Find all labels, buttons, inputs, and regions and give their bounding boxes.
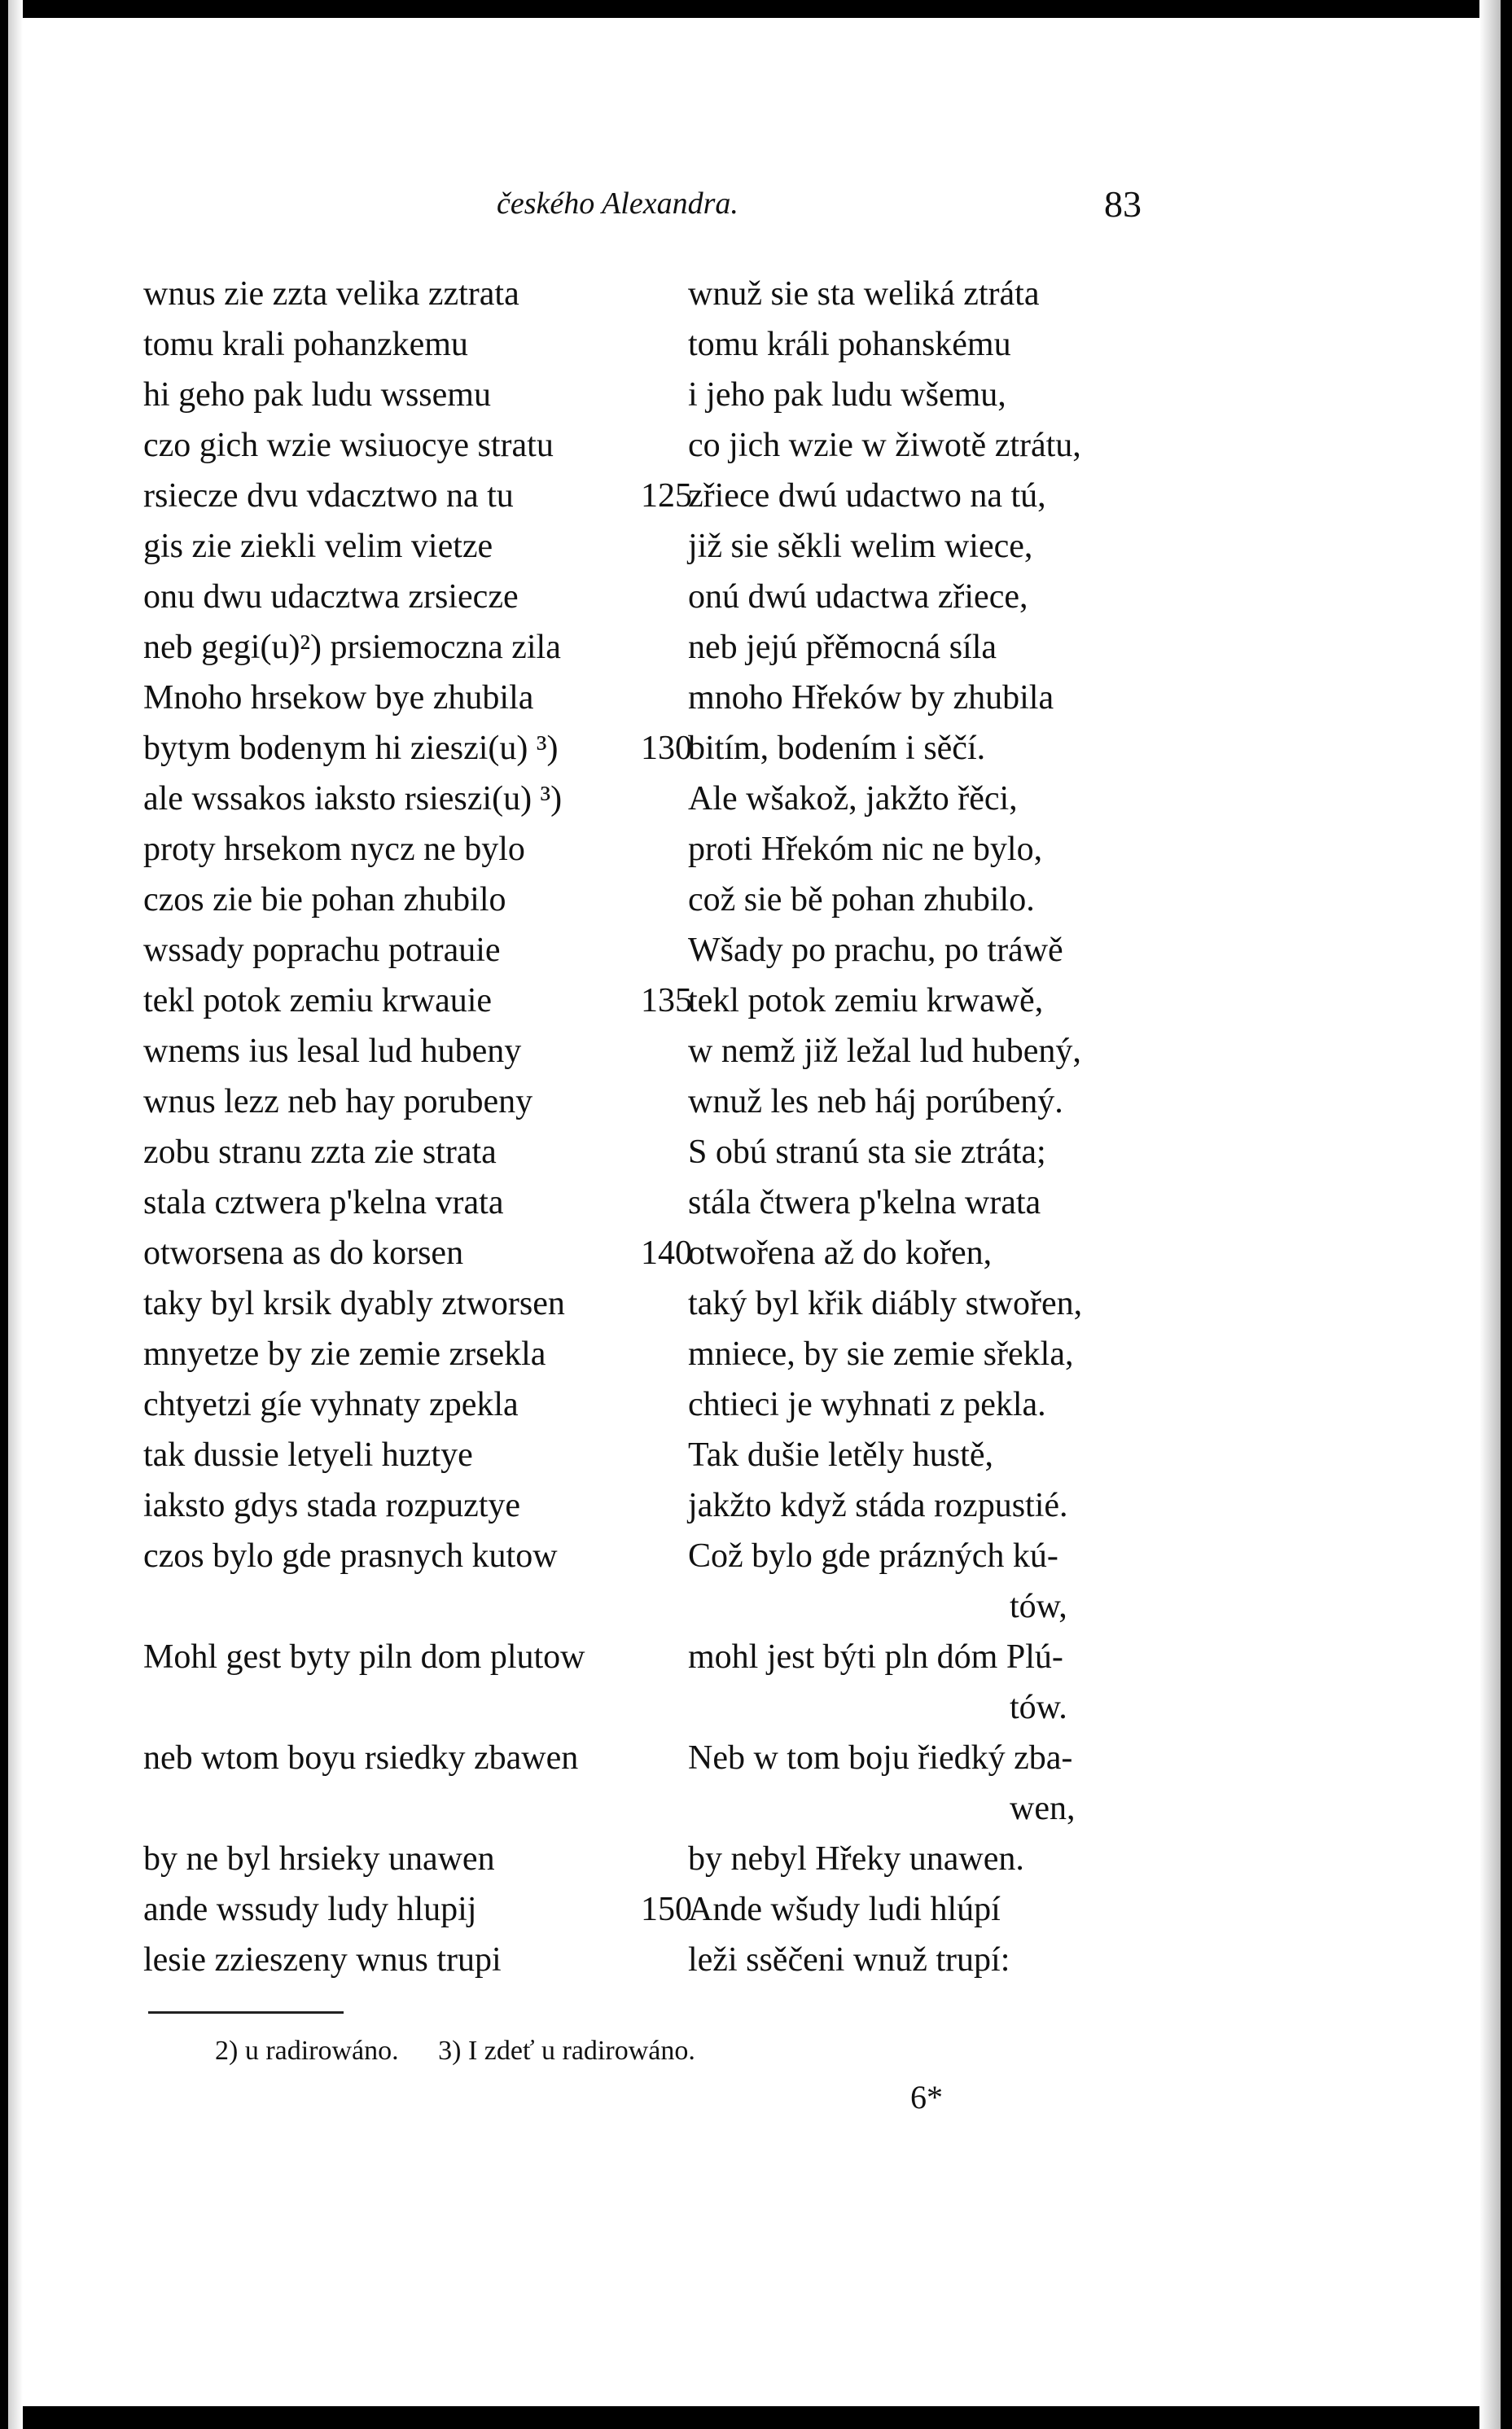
text-line	[0, 1026, 1512, 1076]
text-line	[0, 1076, 1512, 1127]
old-czech-verse: zobu stranu zzta zie strata	[143, 1133, 497, 1171]
old-czech-verse: by ne byl hrsieky unawen	[143, 1840, 495, 1878]
text-line	[0, 774, 1512, 824]
page-number: 83	[1104, 183, 1142, 225]
old-czech-verse: ale wssakos iaksto rsieszi(u) ³)	[143, 780, 563, 818]
transcribed-verse: i jeho pak ludu wšemu,	[688, 376, 1006, 414]
old-czech-verse: hi geho pak ludu wssemu	[143, 376, 491, 414]
running-head: českého Alexandra.	[497, 186, 738, 221]
transcribed-verse: mnoho Hřeków by zhubila	[688, 679, 1054, 717]
text-line	[0, 824, 1512, 875]
footnote-2: 2) u radirowáno.	[215, 2036, 399, 2066]
text-line	[0, 925, 1512, 976]
text-line	[0, 1228, 1512, 1278]
transcribed-verse: Tak dušie letěly hustě,	[688, 1436, 993, 1474]
text-line	[0, 1783, 1512, 1834]
text-line	[0, 1379, 1512, 1430]
text-line	[0, 1733, 1512, 1783]
text-line	[0, 1834, 1512, 1884]
transcribed-verse: Ande wšudy ludi hlúpí	[688, 1891, 1001, 1928]
transcribed-verse: stála čtwera p'kelna wrata	[688, 1184, 1041, 1221]
old-czech-verse: czos zie bie pohan zhubilo	[143, 881, 506, 919]
old-czech-verse: neb wtom boyu rsiedky zbawen	[143, 1739, 579, 1777]
footnote-3: 3) I zdeť u radirowáno.	[438, 2036, 695, 2066]
old-czech-verse: wnems ius lesal lud hubeny	[143, 1033, 522, 1070]
text-line	[0, 1329, 1512, 1379]
transcribed-verse: co jich wzie w žiwotě ztrátu,	[688, 427, 1081, 464]
text-line	[0, 622, 1512, 673]
text-line	[0, 521, 1512, 572]
text-line	[0, 1480, 1512, 1531]
transcribed-verse: Wšady po prachu, po tráwě	[688, 932, 1063, 969]
text-line	[0, 1682, 1512, 1733]
old-czech-verse: taky byl krsik dyably ztworsen	[143, 1285, 565, 1322]
transcribed-verse: leži ssěčeni wnuž trupí:	[688, 1941, 1010, 1979]
transcribed-verse: proti Hřekóm nic ne bylo,	[688, 831, 1043, 868]
transcription-continuation: wen,	[1010, 1790, 1076, 1827]
footnote-rule	[148, 2011, 344, 2014]
old-czech-verse: czos bylo gde prasnych kutow	[143, 1537, 558, 1575]
old-czech-verse: tak dussie letyeli huztye	[143, 1436, 473, 1474]
transcribed-verse: by nebyl Hřeky unawen.	[688, 1840, 1024, 1878]
signature-mark: 6*	[910, 2079, 943, 2116]
transcribed-verse: chtieci je wyhnati z pekla.	[688, 1386, 1046, 1423]
page-header	[0, 183, 1512, 235]
old-czech-verse: wnus zie zzta velika zztrata	[143, 275, 519, 313]
footnotes	[215, 2036, 695, 2067]
transcribed-verse: mniece, by sie zemie sřekla,	[688, 1335, 1074, 1373]
verse-number: 125	[641, 477, 692, 515]
text-line	[0, 269, 1512, 319]
verse-number: 135	[641, 982, 692, 1019]
text-line	[0, 420, 1512, 471]
text-line	[0, 1884, 1512, 1935]
text-line	[0, 319, 1512, 370]
transcribed-verse: w nemž již ležal lud hubený,	[688, 1033, 1081, 1070]
text-line	[0, 1935, 1512, 1985]
old-czech-verse: ande wssudy ludy hlupij	[143, 1891, 477, 1928]
old-czech-verse: proty hrsekom nycz ne bylo	[143, 831, 525, 868]
transcribed-verse: což sie bě pohan zhubilo.	[688, 881, 1035, 919]
old-czech-verse: iaksto gdys stada rozpuztye	[143, 1487, 521, 1524]
transcribed-verse: Což bylo gde prázných kú-	[688, 1537, 1058, 1575]
old-czech-verse: tomu krali pohanzkemu	[143, 326, 468, 363]
text-line	[0, 1632, 1512, 1682]
old-czech-verse: gis zie ziekli velim vietze	[143, 528, 493, 565]
old-czech-verse: tekl potok zemiu krwauie	[143, 982, 493, 1019]
old-czech-verse: neb gegi(u)²) prsiemoczna zila	[143, 629, 561, 666]
transcribed-verse: tomu králi pohanskému	[688, 326, 1011, 363]
old-czech-verse: onu dwu udacztwa zrsiecze	[143, 578, 519, 616]
transcribed-verse: otwořena až do kořen,	[688, 1234, 993, 1272]
text-line	[0, 1278, 1512, 1329]
text-line	[0, 976, 1512, 1026]
transcription-continuation: tów,	[1010, 1588, 1067, 1625]
text-line	[0, 471, 1512, 521]
text-line	[0, 1127, 1512, 1177]
old-czech-verse: czo gich wzie wsiuocye stratu	[143, 427, 554, 464]
old-czech-verse: chtyetzi gíe vyhnaty zpekla	[143, 1386, 519, 1423]
text-line	[0, 673, 1512, 723]
old-czech-verse: rsiecze dvu vdacztwo na tu	[143, 477, 514, 515]
transcribed-verse: neb jejú přěmocná síla	[688, 629, 997, 666]
text-line	[0, 875, 1512, 925]
text-line	[0, 1430, 1512, 1480]
transcribed-verse: taký byl křik diábly stwořen,	[688, 1285, 1083, 1322]
old-czech-verse: bytym bodenym hi zieszi(u) ³)	[143, 730, 559, 767]
old-czech-verse: wnus lezz neb hay porubeny	[143, 1083, 533, 1120]
transcribed-verse: onú dwú udactwa zřiece,	[688, 578, 1028, 616]
old-czech-verse: mnyetze by zie zemie zrsekla	[143, 1335, 546, 1373]
text-line	[0, 1581, 1512, 1632]
transcribed-verse: tekl potok zemiu krwawě,	[688, 982, 1044, 1019]
transcription-continuation: tów.	[1010, 1689, 1067, 1726]
scan-border-top	[0, 0, 1512, 18]
text-line	[0, 572, 1512, 622]
transcribed-verse: Neb w tom boju řiedký zba-	[688, 1739, 1073, 1777]
transcribed-verse: wnuž les neb háj porúbený.	[688, 1083, 1063, 1120]
old-czech-verse: Mnoho hrsekow bye zhubila	[143, 679, 534, 717]
old-czech-verse: otworsena as do korsen	[143, 1234, 464, 1272]
scan-border-bottom	[0, 2406, 1512, 2429]
transcribed-verse: Ale wšakož, jakžto řěci,	[688, 780, 1018, 818]
text-line	[0, 370, 1512, 420]
old-czech-verse: stala cztwera p'kelna vrata	[143, 1184, 504, 1221]
transcribed-verse: S obú stranú sta sie ztráta;	[688, 1133, 1046, 1171]
transcribed-verse: zřiece dwú udactwo na tú,	[688, 477, 1046, 515]
transcribed-verse: wnuž sie sta weliká ztráta	[688, 275, 1040, 313]
old-czech-verse: Mohl gest byty piln dom plutow	[143, 1638, 585, 1676]
transcribed-verse: bitím, bodením i sěčí.	[688, 730, 986, 767]
text-line	[0, 1531, 1512, 1581]
text-line	[0, 1177, 1512, 1228]
transcribed-verse: jakžto když stáda rozpustié.	[688, 1487, 1068, 1524]
old-czech-verse: wssady poprachu potrauie	[143, 932, 501, 969]
text-line	[0, 723, 1512, 774]
transcribed-verse: již sie sěkli welim wiece,	[688, 528, 1033, 565]
verse-number: 130	[641, 730, 692, 767]
old-czech-verse: lesie zzieszeny wnus trupi	[143, 1941, 502, 1979]
transcribed-verse: mohl jest býti pln dóm Plú-	[688, 1638, 1063, 1676]
verse-number: 150	[641, 1891, 692, 1928]
verse-number: 140	[641, 1234, 692, 1272]
